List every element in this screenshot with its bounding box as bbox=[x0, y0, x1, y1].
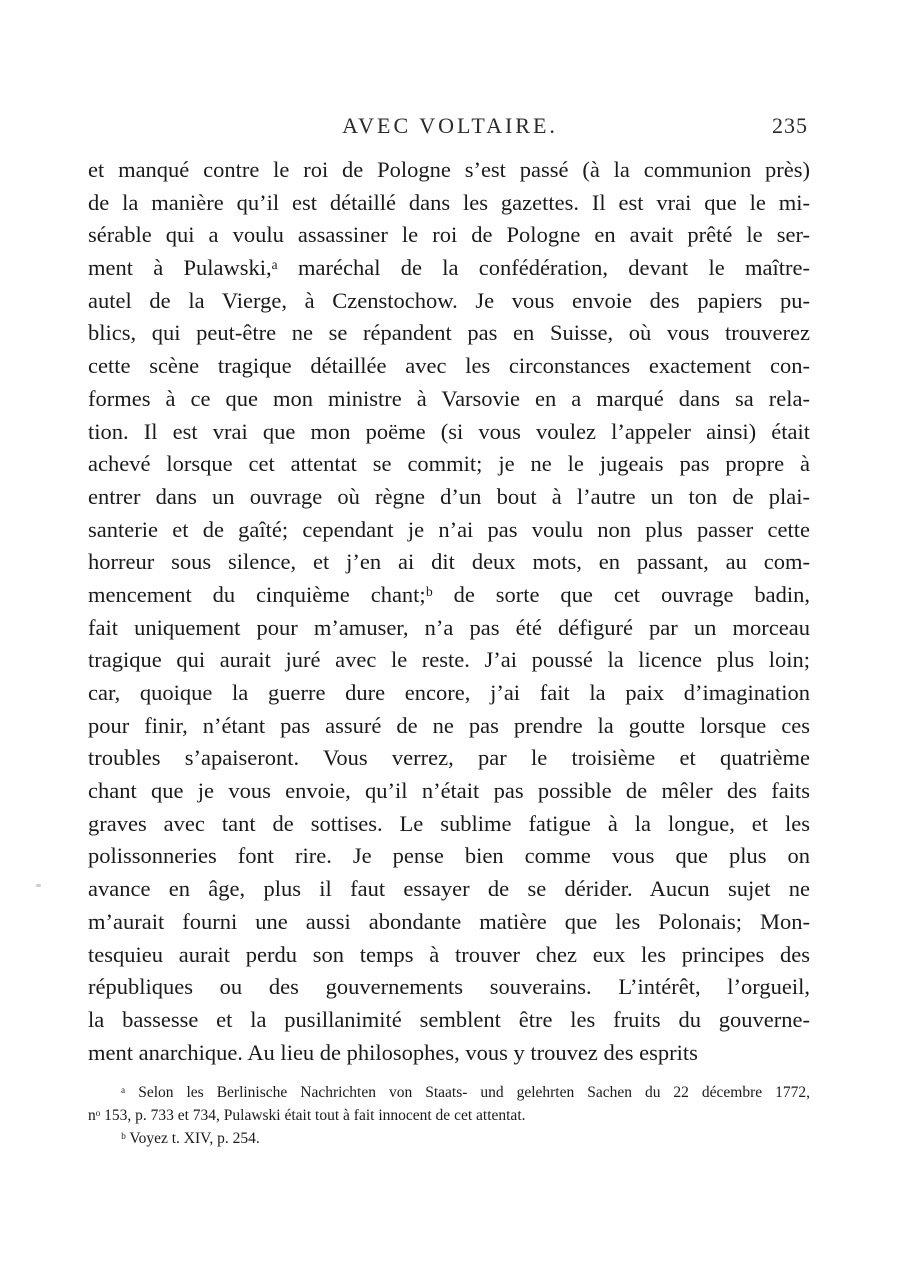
text-line: fait uniquement pour m’amuser, n’a pas été défiguré par un morceau bbox=[88, 614, 810, 640]
text-line: sérable qui a voulu assassiner le roi de Pologne en avait prêté le ser- bbox=[88, 222, 810, 248]
text-line: autel de la Vierge, à Czenstochow. Je vous envoie des papiers pu- bbox=[88, 287, 810, 313]
text-line: pour finir, n’étant pas assuré de ne pas prendre la goutte lorsque ces bbox=[88, 712, 810, 738]
text-line: avance en âge, plus il faut essayer de se dérider. Aucun sujet ne bbox=[88, 876, 810, 902]
text-line: républiques ou des gouvernements souverains. L’intérêt, l’orgueil, bbox=[88, 974, 810, 1000]
text-line: santerie et de gaîté; cependant je n’ai pas voulu non plus passer cette bbox=[88, 516, 810, 542]
text-line: horreur sous silence, et j’en ai dit deux mots, en passant, au com- bbox=[88, 549, 810, 575]
text-line: tesquieu aurait perdu son temps à trouver chez eux les principes des bbox=[88, 941, 810, 967]
text-line: ment à Pulawski,ᵃ maréchal de la confédération, devant le maître- bbox=[88, 255, 810, 281]
text-line: graves avec tant de sottises. Le sublime fatigue à la longue, et les bbox=[88, 810, 810, 836]
text-line: m’aurait fourni une aussi abondante matière que les Polonais; Mon- bbox=[88, 908, 810, 934]
body-text bbox=[88, 154, 810, 1069]
text-line: formes à ce que mon ministre à Varsovie en a marqué dans sa rela- bbox=[88, 385, 810, 411]
text-line: de la manière qu’il est détaillé dans les gazettes. Il est vrai que le mi- bbox=[88, 189, 810, 215]
text-line: mencement du cinquième chant;ᵇ de sorte que cet ouvrage badin, bbox=[88, 581, 810, 607]
footnote-a-line: nᵒ 153, p. 733 et 734, Pulawski était tout à fait innocent de cet attentat. bbox=[88, 1107, 526, 1124]
footnotes bbox=[88, 1081, 810, 1150]
running-title: AVEC VOLTAIRE. bbox=[342, 113, 558, 138]
text-line: achevé lorsque cet attentat se commit; je ne le jugeais pas propre à bbox=[88, 451, 810, 477]
text-line: la bassesse et la pusillanimité semblent être les fruits du gouverne- bbox=[88, 1006, 810, 1032]
page-number: 235 bbox=[772, 113, 808, 138]
text-line: blics, qui peut-être ne se répandent pas en Suisse, où vous trouverez bbox=[88, 320, 810, 346]
footnote-b-line: ᵇ Voyez t. XIV, p. 254. bbox=[121, 1130, 260, 1147]
footnote-a-line: ᵃ Selon les Berlinische Nachrichten von Staats- und gelehrten Sachen du 22 décembre 1772, bbox=[121, 1084, 810, 1101]
text-line: polissonneries font rire. Je pense bien comme vous que plus on bbox=[88, 843, 810, 869]
text-line: car, quoique la guerre dure encore, j’ai fait la paix d’imagination bbox=[88, 680, 810, 705]
text-line: et manqué contre le roi de Pologne s’est passé (à la communion près) bbox=[88, 157, 810, 182]
scan-speck bbox=[36, 884, 41, 887]
text-line: chant que je vous envoie, qu’il n’était pas possible de mêler des faits bbox=[88, 778, 810, 804]
text-line: troubles s’apaiseront. Vous verrez, par le troisième et quatrième bbox=[88, 745, 810, 771]
text-line: tion. Il est vrai que mon poëme (si vous voulez l’appeler ainsi) était bbox=[88, 418, 810, 444]
text-line: entrer dans un ouvrage où règne d’un bout à l’autre un ton de plai- bbox=[88, 483, 810, 509]
text-line: ment anarchique. Au lieu de philosophes, vous y trouvez des esprits bbox=[88, 1039, 698, 1065]
text-line: cette scène tragique détaillée avec les circonstances exactement con- bbox=[88, 353, 810, 379]
text-line: tragique qui aurait juré avec le reste. J’ai poussé la licence plus loin; bbox=[88, 647, 810, 673]
